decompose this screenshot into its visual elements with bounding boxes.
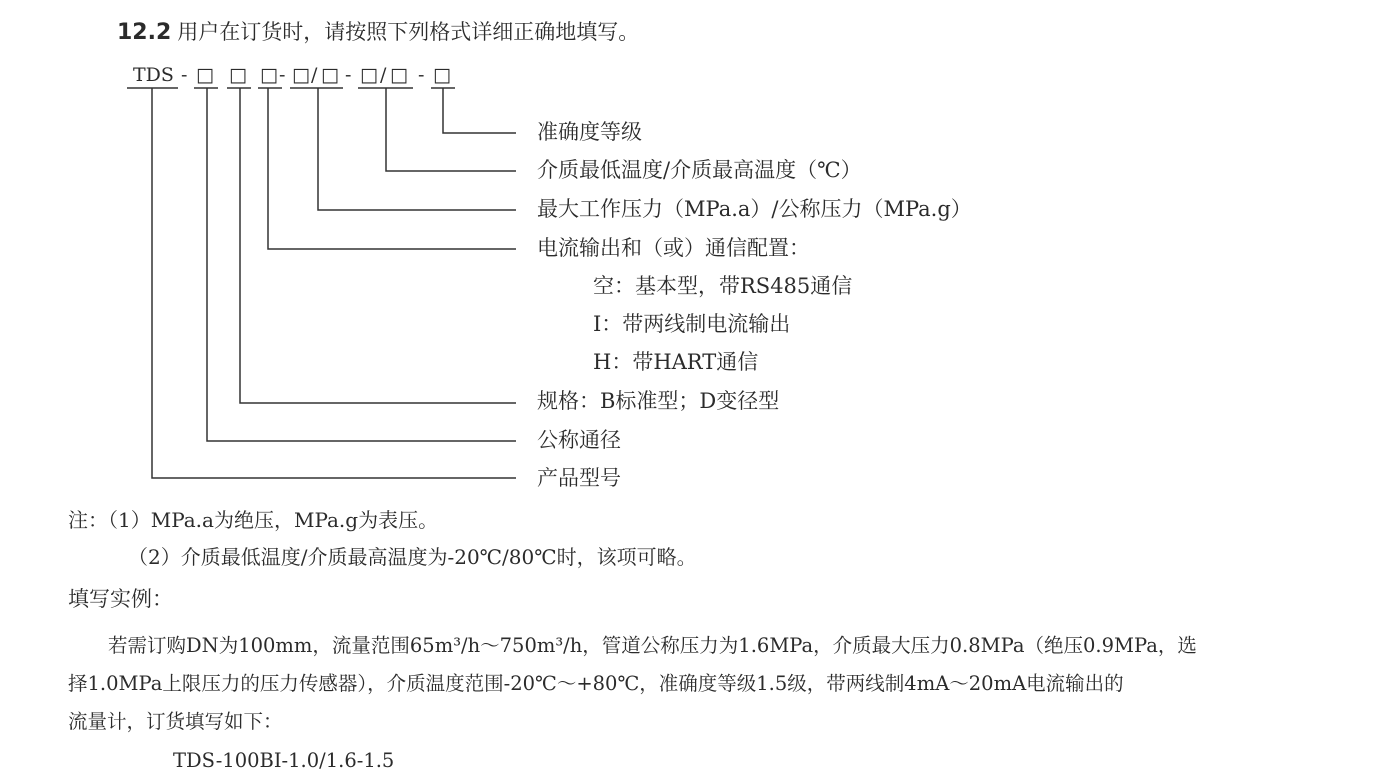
leader-output bbox=[268, 88, 516, 249]
code-box-max-temp: □ bbox=[390, 64, 408, 86]
code-prefix: TDS bbox=[133, 64, 174, 86]
code-box-nominal-pressure: □ bbox=[321, 64, 339, 86]
label-pressure: 最大工作压力（MPa.a）/公称压力（MPa.g） bbox=[537, 197, 972, 221]
label-accuracy: 准确度等级 bbox=[537, 120, 642, 144]
label-diameter: 公称通径 bbox=[537, 428, 621, 452]
code-box-spec: □ bbox=[229, 64, 247, 86]
example-line-1: 若需订购DN为100mm，流量范围65m³/h～750m³/h，管道公称压力为1.6MPa，介质最大压力0.8MPa（绝压0.9MPa，选 bbox=[108, 634, 1197, 657]
code-box-diameter: □ bbox=[196, 64, 214, 86]
code-box-max-pressure: □ bbox=[292, 64, 310, 86]
label-model: 产品型号 bbox=[537, 466, 621, 490]
example-heading: 填写实例： bbox=[68, 587, 173, 611]
example-line-3: 流量计，订货填写如下： bbox=[68, 710, 283, 733]
code-separator: - bbox=[181, 64, 188, 86]
leader-spec bbox=[240, 88, 516, 403]
output-option-hart: H：带HART通信 bbox=[593, 350, 759, 374]
code-slash: / bbox=[380, 64, 387, 86]
note-2: （2）介质最低温度/介质最高温度为-20℃/80℃时，该项可略。 bbox=[128, 545, 697, 569]
code-box-min-temp: □ bbox=[360, 64, 378, 86]
note-1: 注：（1）MPa.a为绝压，MPa.g为表压。 bbox=[68, 508, 439, 532]
code-separator: - bbox=[418, 64, 425, 86]
example-code: TDS-100BI-1.0/1.6-1.5 bbox=[173, 749, 395, 772]
code-slash: / bbox=[311, 64, 318, 86]
label-spec: 规格：B标准型；D变径型 bbox=[537, 389, 780, 413]
code-box-accuracy: □ bbox=[433, 64, 451, 86]
leader-pressure bbox=[318, 88, 516, 210]
leader-diameter bbox=[207, 88, 516, 441]
leader-temperature bbox=[386, 88, 516, 171]
section-number: 12.2 bbox=[117, 20, 172, 45]
label-temperature: 介质最低温度/介质最高温度（℃） bbox=[537, 158, 862, 182]
example-line-2: 择1.0MPa上限压力的压力传感器），介质温度范围-20℃～+80℃，准确度等级1.5级，带两线制4mA～20mA电流输出的 bbox=[68, 672, 1124, 695]
code-box-output: □ bbox=[260, 64, 278, 86]
leader-accuracy bbox=[443, 88, 516, 133]
code-separator: - bbox=[345, 64, 352, 86]
code-separator: - bbox=[279, 64, 286, 86]
output-option-basic: 空：基本型，带RS485通信 bbox=[593, 274, 853, 298]
label-output: 电流输出和（或）通信配置： bbox=[537, 236, 810, 260]
section-heading-text: 用户在订货时，请按照下列格式详细正确地填写。 bbox=[177, 20, 640, 44]
output-option-current: I：带两线制电流输出 bbox=[593, 312, 791, 336]
